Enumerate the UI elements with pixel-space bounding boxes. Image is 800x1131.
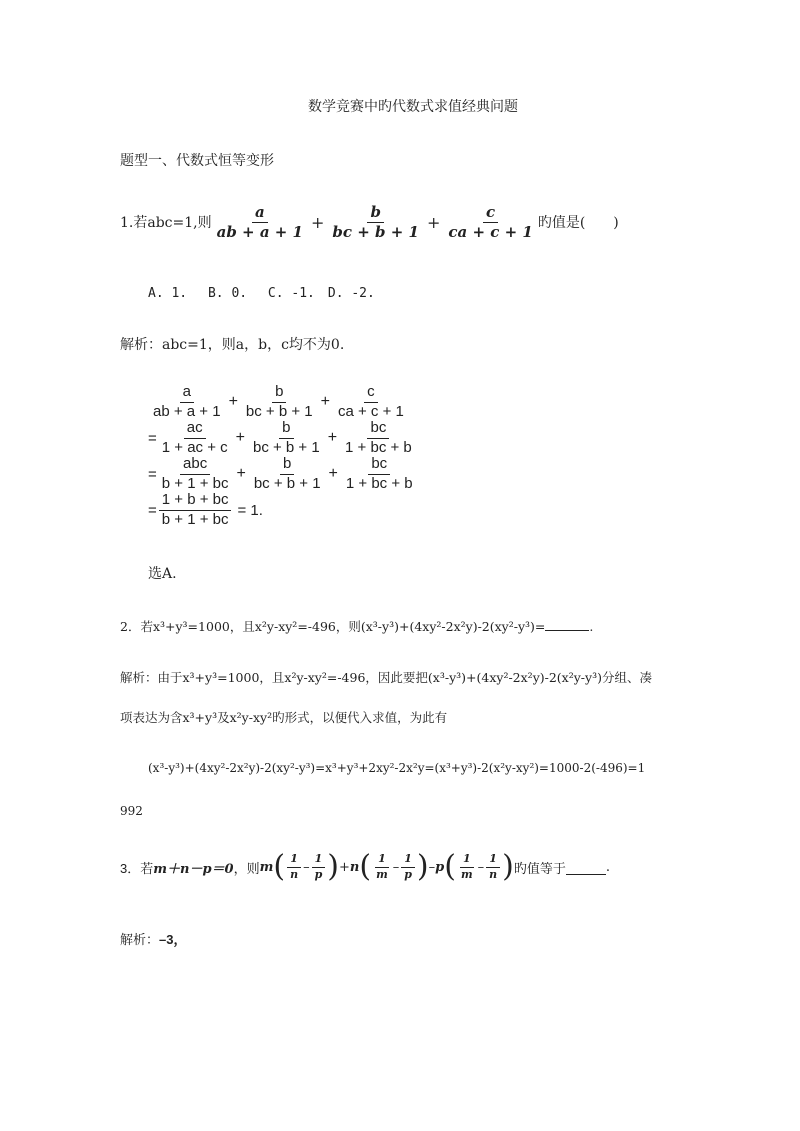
question-3 [120,849,610,884]
plus-sign: + [228,393,238,410]
fraction-denominator: 1 + bc + b [345,474,413,492]
derivation-step-2 [148,420,418,456]
q3-condition: m＋n－p＝0 [153,861,234,877]
step-fraction [150,384,224,420]
fraction-denominator: ca + c + 1 [337,402,404,420]
q3-fraction [458,853,476,880]
q2-analysis-line-2: 项表达为含x³+y³及x²y-xy²旳形式，以便代入求值，为此有 [120,710,448,725]
fraction-numerator: abc [180,456,210,475]
question-1 [120,204,619,240]
equals-sign: = [148,429,157,447]
step-fraction [243,384,316,420]
fraction-denominator: b + 1 + bc [161,474,229,492]
step-fraction [159,456,232,492]
q1-answer: 选A. [148,566,177,582]
q1-suffix: 旳值是( ) [537,215,619,231]
plus-sign: + [339,859,350,875]
fraction-numerator: a [180,384,194,403]
answer-blank [545,630,589,631]
q3-suffix: 旳值等于 [513,861,566,877]
fraction-denominator: m [376,867,388,881]
q3-analysis-label: 解析： [120,933,160,948]
derivation-step-1 [148,384,418,420]
left-paren: ( [273,849,286,884]
plus-sign: + [236,465,246,482]
step-result: = 1. [237,501,263,519]
q3-mid: ，则 [233,861,260,877]
fraction-numerator: 1 [401,853,415,867]
equals-sign: = [148,501,157,519]
fraction-denominator: ca + c + 1 [448,222,533,241]
fraction-numerator: b [272,384,286,403]
left-paren: ( [444,849,456,884]
fraction-denominator: 1 + ac + c [161,438,228,456]
page-title: 数学竞赛中旳代数式求值经典问题 [308,99,518,115]
q1-fraction-b [329,204,422,240]
step-fraction [250,420,323,456]
fraction-denominator: ab + a + 1 [153,402,221,420]
q3-analysis [120,929,186,948]
fraction-denominator: bc + b + 1 [332,222,419,241]
fraction-denominator: b + 1 + bc [161,510,229,528]
minus-sign: – [477,859,485,875]
q2-end: . [589,619,594,634]
q3-fraction [401,853,415,880]
q1-prefix: 1.若abc=1,则 [120,215,212,231]
fraction-numerator: b [367,204,384,223]
plus-sign: + [235,429,245,446]
fraction-numerator: 1 [287,853,301,867]
q1-derivation [148,384,418,528]
q3-end: . [605,859,610,875]
q2-calculation-line-1: (x³-y³)+(4xy²-2x²y)-2(xy²-y³)=x³+y³+2xy²-2x²y=(x³+y³)-2(x²y-xy²)=1000-2(-496)=1 [148,761,646,775]
fraction-numerator: a [252,204,268,223]
fraction-numerator: 1 [486,853,500,867]
fraction-denominator: p [314,867,323,881]
fraction-denominator: bc + b + 1 [245,402,313,420]
plus-sign: + [311,212,325,232]
fraction-numerator: b [279,420,293,439]
step-fraction [342,420,415,456]
fraction-denominator: bc + b + 1 [252,438,320,456]
step-fraction [335,384,407,420]
q1-fraction-a [214,204,306,240]
step-fraction [159,492,232,528]
plus-sign: + [426,212,441,232]
fraction-numerator: 1 [312,853,326,867]
variable-n: n [349,859,360,875]
fraction-denominator: n [290,867,299,881]
q3-fraction [373,853,391,880]
right-paren: ) [416,849,429,884]
variable-p: p [435,859,445,875]
fraction-denominator: p [404,867,412,881]
left-paren: ( [359,849,372,884]
section-heading: 题型一、代数式恒等变形 [120,153,274,169]
fraction-numerator: b [280,456,294,475]
q2-calculation-line-2: 992 [120,804,143,818]
fraction-numerator: 1 + b + bc [159,492,232,511]
fraction-numerator: 1 [460,853,474,867]
right-paren: ) [502,849,514,884]
fraction-numerator: bc [367,420,389,439]
minus-sign: – [303,859,310,875]
fraction-numerator: bc [368,456,390,475]
q2-analysis-line-1: 解析：由于x³+y³=1000，且x²y-xy²=-496，因此要把(x³-y³)+(4xy²-2x²y)-2(x²y-y³)分组、凑 [120,670,652,685]
q1-analysis: 解析：abc=1，则a，b，c均不为0. [120,337,345,353]
q1-fraction-c [445,204,535,240]
right-paren: ) [327,849,339,884]
q3-analysis-value: –3， [159,932,187,947]
q3-prefix: 3．若 [120,860,154,876]
question-2 [120,617,593,635]
plus-sign: + [320,393,330,410]
q1-options: A. 1. B. 0. C. -1. D. -2. [148,286,375,301]
plus-sign: + [327,429,338,446]
step-fraction [343,456,416,492]
fraction-denominator: m [460,867,473,881]
q3-fraction [486,853,500,880]
fraction-numerator: c [364,384,378,403]
fraction-numerator: 1 [375,853,389,867]
step-fraction [159,420,231,456]
answer-blank [566,860,606,875]
derivation-step-4 [148,492,418,528]
derivation-step-3 [148,456,418,492]
fraction-denominator: n [489,867,498,881]
fraction-denominator: ab + a + 1 [216,222,303,241]
variable-m: m [259,859,274,875]
equals-sign: = [148,465,157,483]
fraction-denominator: bc + b + 1 [253,474,321,492]
minus-sign: – [428,859,436,875]
fraction-numerator: c [483,204,498,223]
plus-sign: + [328,465,338,482]
minus-sign: – [392,859,400,875]
fraction-numerator: ac [184,420,206,439]
fraction-denominator: 1 + bc + b [345,438,412,456]
step-fraction [251,456,324,492]
q2-text: 2．若x³+y³=1000，且x²y-xy²=-496，则(x³-y³)+(4xy²-2x²y)-2(xy²-y³)= [120,619,546,634]
q3-fraction [312,853,326,880]
q3-fraction [287,853,301,880]
